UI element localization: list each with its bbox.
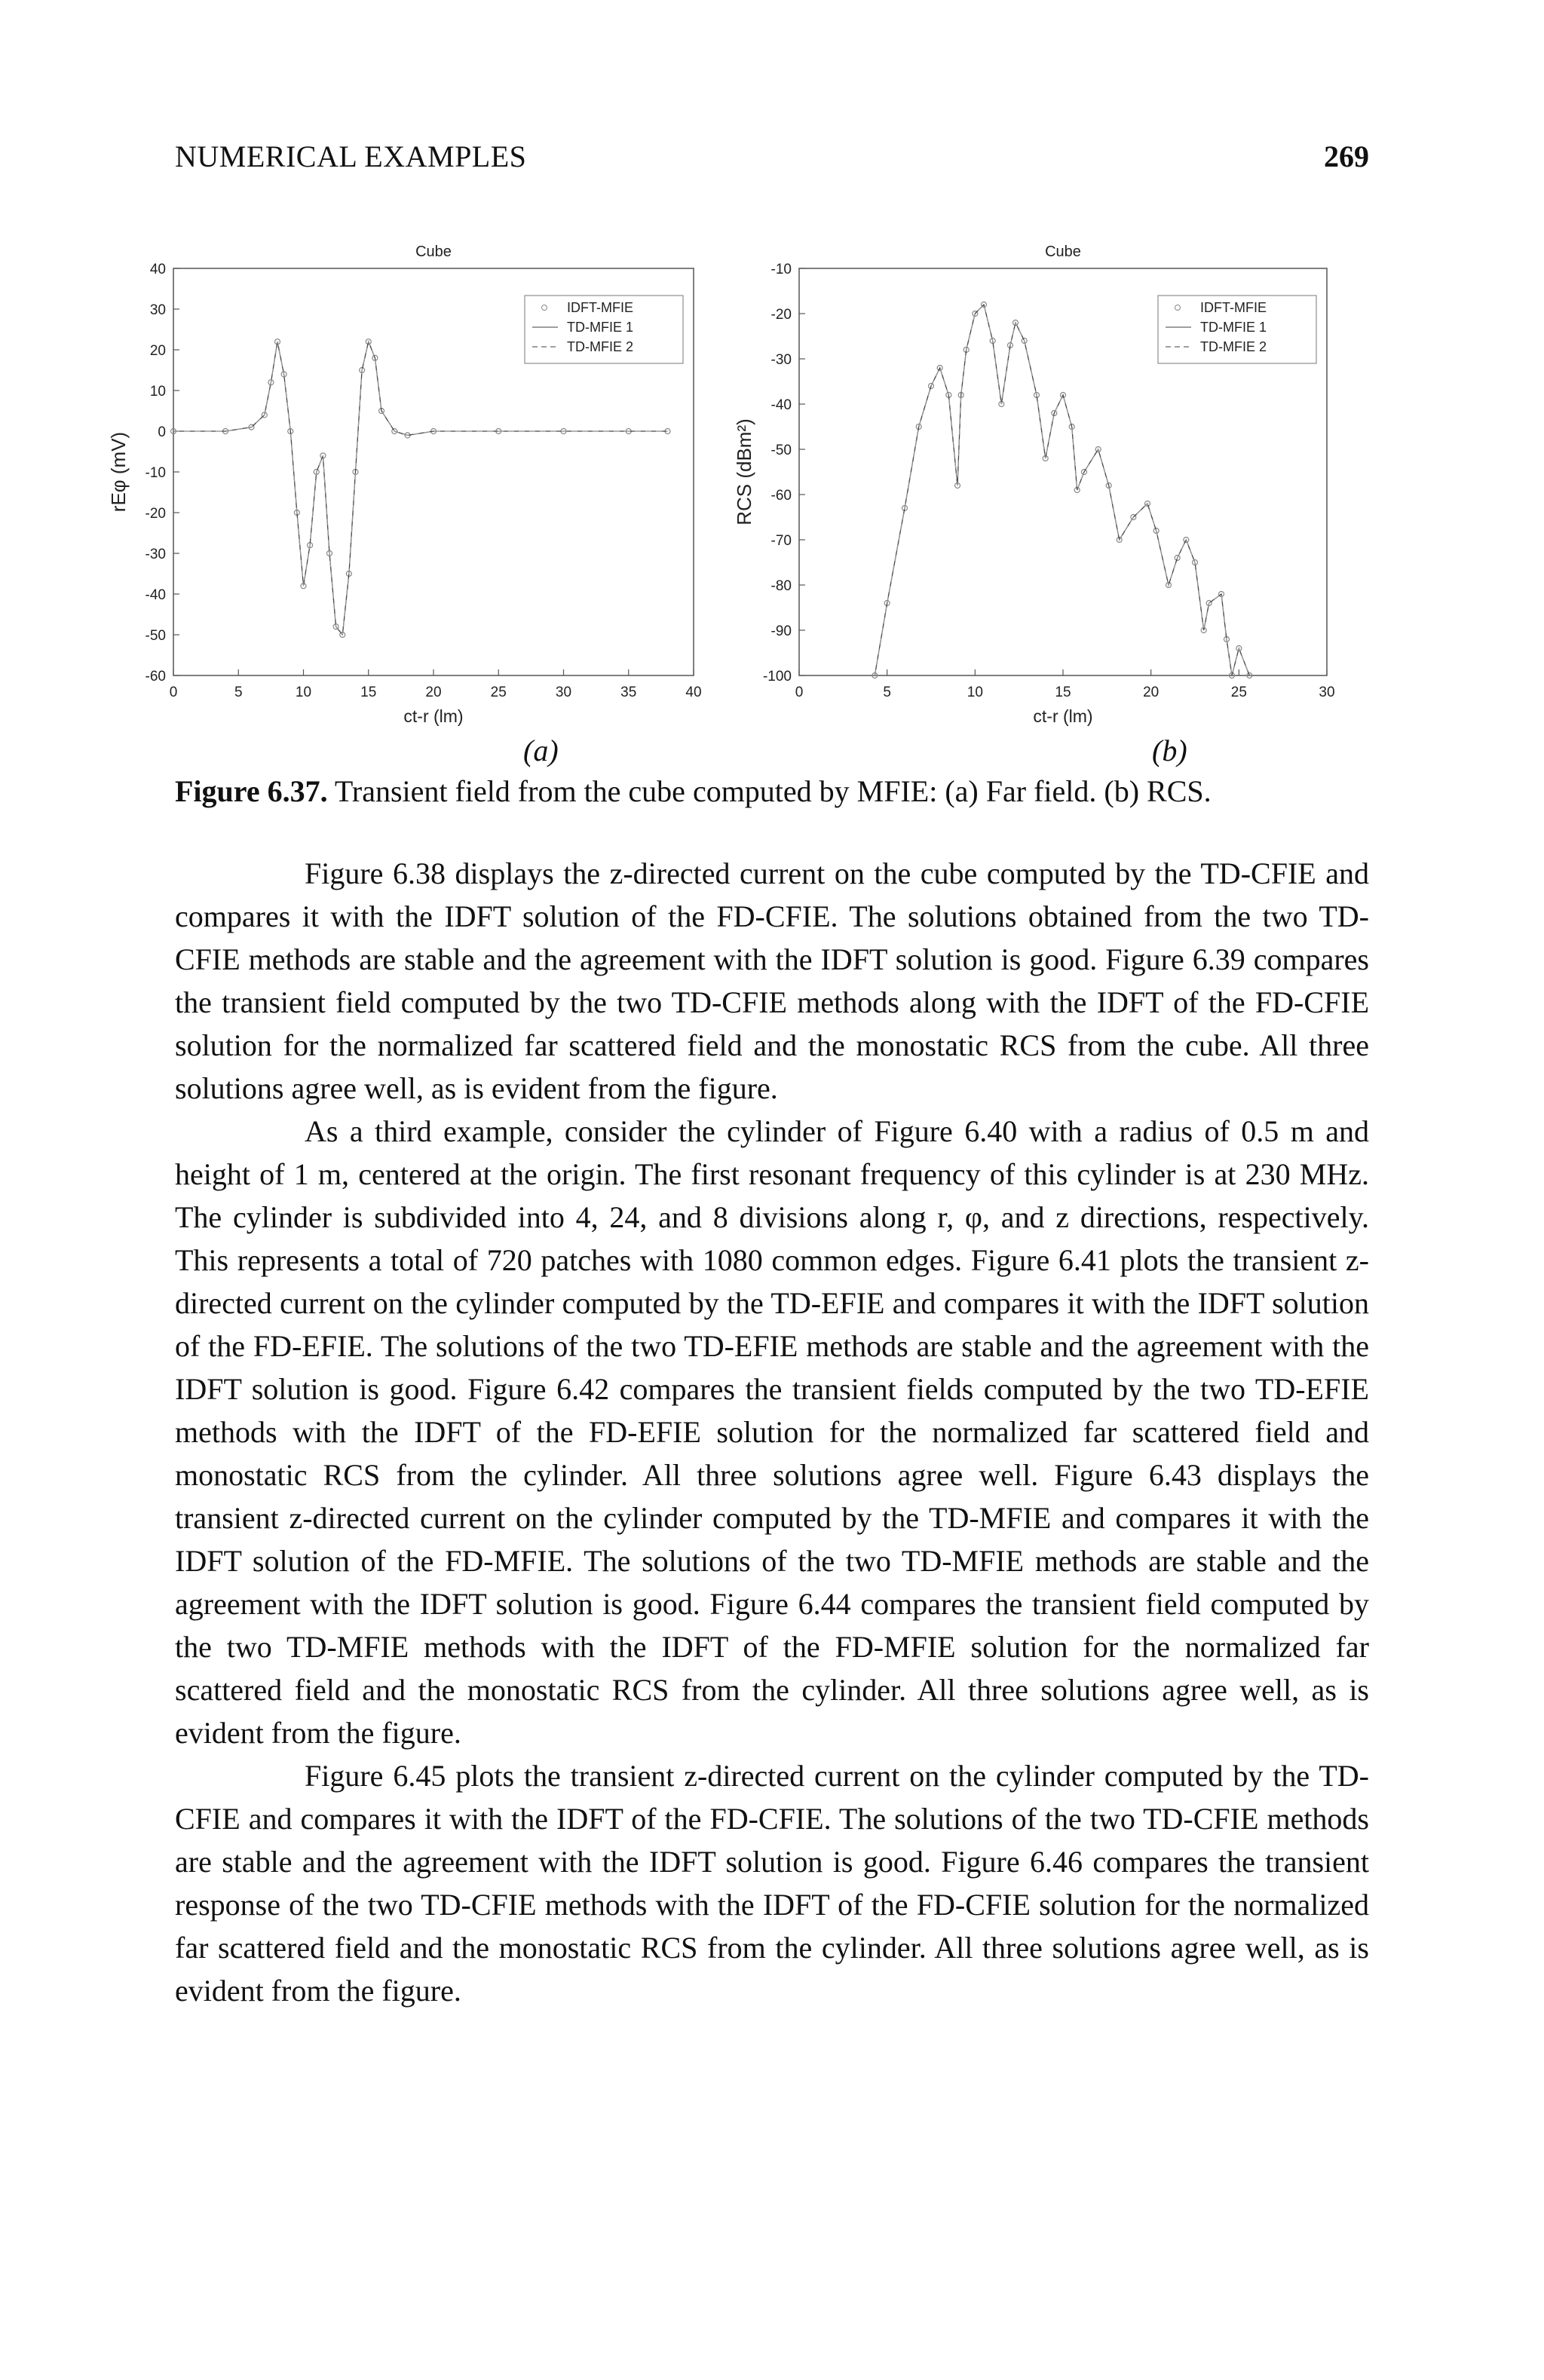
y-tick-label: 20 [149, 343, 166, 359]
x-tick-label: 15 [1055, 685, 1071, 700]
y-tick-label: -90 [770, 623, 792, 639]
x-axis-label: ct-r (lm) [403, 706, 464, 726]
y-tick-label: -30 [770, 352, 792, 368]
y-tick-label: -80 [770, 578, 792, 594]
figure-6-37 [107, 226, 1380, 814]
x-tick-label: 35 [620, 685, 637, 700]
y-tick-label: -30 [145, 547, 166, 562]
legend-label: TD-MFIE 2 [1200, 339, 1267, 354]
y-tick-label: -10 [770, 262, 792, 277]
page-number: 269 [1324, 139, 1369, 173]
y-tick-label: -20 [145, 506, 166, 522]
y-tick-label: -20 [770, 307, 792, 323]
chart-title: Cube [1045, 244, 1081, 260]
x-tick-label: 10 [967, 685, 983, 700]
running-header [175, 139, 1369, 184]
x-tick-label: 5 [234, 685, 243, 700]
y-axis-label: RCS (dBm²) [733, 418, 755, 525]
caption-text: Transient field from the cube computed by MFIE: (a) Far field. (b) RCS. [334, 774, 1212, 808]
x-tick-label: 0 [795, 685, 804, 700]
y-tick-label: -10 [145, 465, 166, 481]
y-tick-label: -50 [770, 443, 792, 458]
chart-far-field [107, 226, 731, 726]
x-tick-label: 5 [883, 685, 891, 700]
subfigure-label-b: (b) [1152, 734, 1187, 767]
y-tick-label: -40 [770, 397, 792, 413]
y-tick-label: 0 [158, 424, 166, 440]
x-tick-label: 25 [1230, 685, 1247, 700]
y-tick-label: -70 [770, 533, 792, 549]
series-line [173, 342, 668, 635]
chart-title: Cube [415, 244, 452, 260]
x-tick-label: 30 [555, 685, 572, 700]
subfigure-label-a: (a) [523, 734, 559, 767]
paragraph-1: Figure 6.38 displays the z-directed current on the cube computed by the TD-CFIE and compares it with the IDFT solution of the FD-CFIE. The solutions obtained from the two TD-CFIE methods are stable and the agreement with the IDFT solution is good. Figure 6.39 compares the transient field computed by the two TD-CFIE methods along with the IDFT of the FD-CFIE solution for the normalized far scattered field and the monostatic RCS from the cube. All three solutions agree well, as is evident from the figure. [175, 856, 1369, 1105]
legend-label: TD-MFIE 1 [567, 320, 633, 335]
legend-label: TD-MFIE 2 [567, 339, 633, 354]
legend-label: IDFT-MFIE [567, 300, 633, 315]
paragraph-2: As a third example, consider the cylinder of Figure 6.40 with a radius of 0.5 m and height of 1 m, centered at the origin. The first resonant frequency of this cylinder is at 230 MHz. The cylinder is subdivided into 4, 24, and 8 divisions along r, φ, and z directions, respectively. This represents a total of 720 patches with 1080 common edges. Figure 6.41 plots the transient z-directed current on the cylinder computed by the TD-EFIE and compares it with the IDFT solution of the FD-EFIE. The solutions of the two TD-EFIE methods are stable and the agreement with the IDFT solution is good. Figure 6.42 compares the transient fields computed by the two TD-EFIE methods with the IDFT of the FD-EFIE solution for the normalized far scattered field and monostatic RCS from the cylinder. All three solutions agree well. Figure 6.43 displays the transient z-directed current on the cylinder computed by the TD-MFIE and compares it with the IDFT solution of the FD-MFIE. The solutions of the two TD-MFIE methods are stable and the agreement with the IDFT solution is good. Figure 6.44 compares the transient field computed by the two TD-MFIE methods with the IDFT of the FD-MFIE solution for the normalized far scattered field and the monostatic RCS from the cylinder. All three solutions agree well, as is evident from the figure. [175, 1114, 1369, 1750]
figure-caption [175, 772, 1369, 811]
x-tick-label: 15 [360, 685, 377, 700]
x-tick-label: 0 [169, 685, 178, 700]
chart-rcs [731, 226, 1380, 724]
y-tick-label: -40 [145, 587, 166, 603]
y-tick-label: -60 [770, 488, 792, 504]
legend-label: TD-MFIE 1 [1200, 320, 1267, 335]
x-tick-label: 10 [295, 685, 312, 700]
x-tick-label: 20 [425, 685, 442, 700]
y-tick-label: 40 [149, 262, 166, 277]
x-tick-label: 25 [490, 685, 507, 700]
x-axis-label: ct-r (lm) [1033, 706, 1093, 726]
body-text [175, 852, 1369, 2012]
y-tick-label: -60 [145, 669, 166, 685]
x-tick-label: 40 [685, 685, 702, 700]
legend-label: IDFT-MFIE [1200, 300, 1267, 315]
series-line [173, 342, 668, 635]
y-axis-label: rEφ (mV) [107, 431, 130, 513]
running-title: NUMERICAL EXAMPLES [175, 139, 527, 173]
x-tick-label: 20 [1143, 685, 1160, 700]
y-tick-label: -50 [145, 628, 166, 644]
paragraph-3: Figure 6.45 plots the transient z-directed current on the cylinder computed by the TD-CFIE and compares it with the IDFT of the FD-CFIE. The solutions of the two TD-CFIE methods are stable and the agreement with the IDFT solution is good. Figure 6.46 compares the transient response of the two TD-CFIE methods with the IDFT of the FD-CFIE solution for the normalized far scattered field and the monostatic RCS from the cylinder. All three solutions agree well, as is evident from the figure. [175, 1759, 1369, 2008]
y-tick-label: 10 [149, 384, 166, 400]
y-tick-label: -100 [762, 669, 792, 685]
caption-label: Figure 6.37. [175, 774, 328, 808]
x-tick-label: 30 [1319, 685, 1335, 700]
y-tick-label: 30 [149, 302, 166, 318]
